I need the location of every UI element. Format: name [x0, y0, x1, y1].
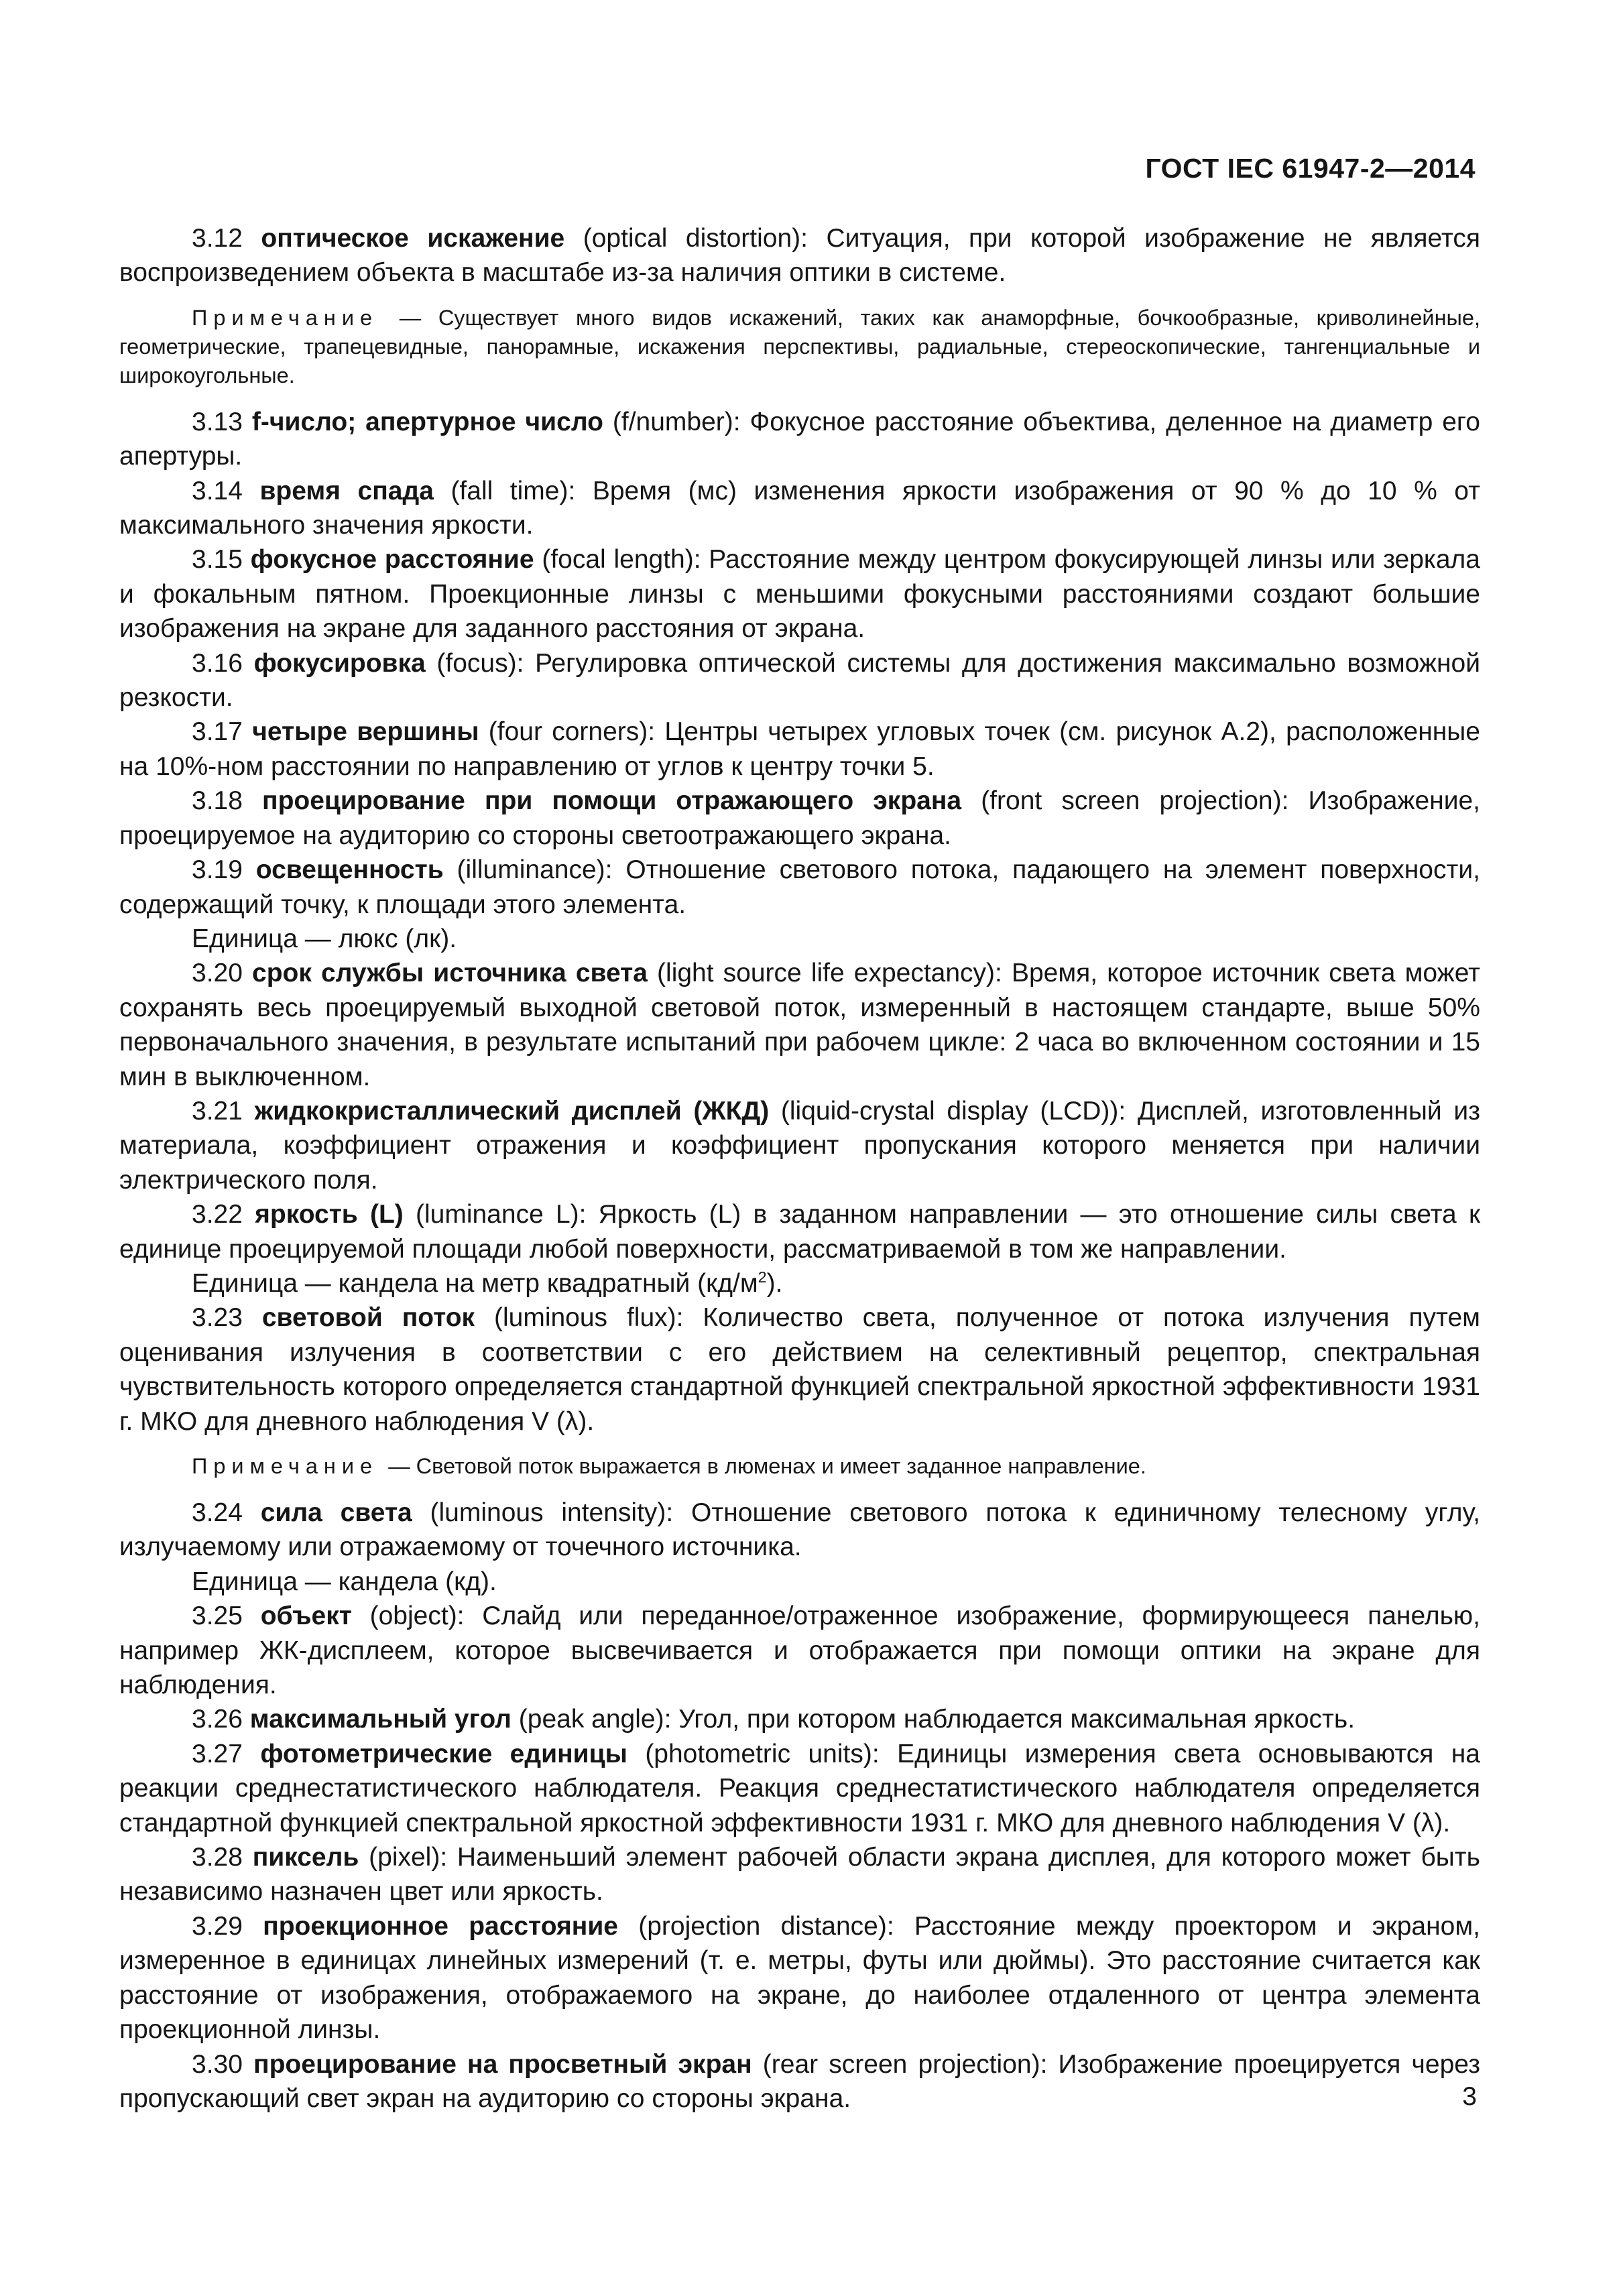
- term: срок службы источника света: [252, 959, 648, 988]
- definition-text: (optical distortion): Ситуация, при которой изображение не является воспроизведением объекта в масштабе из-за наличия оптики в системе.: [119, 224, 1480, 288]
- term: f-число; апертурное число: [251, 407, 603, 436]
- term: фокусное расстояние: [250, 545, 534, 575]
- clause-number: 3.21: [192, 1096, 243, 1126]
- term: объект: [260, 1602, 352, 1631]
- unit-line: Единица — люкс (лк).: [192, 924, 457, 953]
- definition-text: (illuminance): Отношение светового потока, падающего на элемент поверхности, содержащий точку, к площади этого элемента.: [119, 855, 1480, 919]
- definition-text: (luminance L): Яркость (L) в заданном направлении — это отношение силы света к единице проецируемой площади любой поверхности, рассматриваемой в том же направлении.: [119, 1200, 1481, 1264]
- term: пиксель: [252, 1843, 359, 1872]
- definition-paragraph: [119, 542, 1480, 646]
- clause-number: 3.24: [192, 1498, 243, 1527]
- definition-text: (light source life expectancy): Время, которое источник света может сохранять весь проецируемый выходной световой поток, измеренный в настоящем стандарте, выше 50% первоначального значения, в результате испытаний при рабочем цикле: 2 часа во включенном состоянии и 15 мин в выключенном.: [119, 959, 1481, 1091]
- document-body: [119, 221, 1480, 2116]
- definition-text: (luminous intensity): Отношение светового потока к единичному телесному углу, излучаемому или отражаемому от точечного источника.: [119, 1498, 1480, 1562]
- clause-number: 3.25: [192, 1602, 243, 1631]
- definition-text: (four corners): Центры четырех угловых точек (см. рисунок А.2), расположенные на 10%-ном расстоянии по направлению от углов к центру точки 5.: [119, 717, 1480, 781]
- definition-text: (liquid-crystal display (LCD)): Дисплей, изготовленный из материала, коэффициент отражения и коэффициент пропускания которого меняется при наличии электрического поля.: [119, 1096, 1480, 1195]
- definition-text: (fall time): Время (мс) изменения яркости изображения от 90 % до 10 % от максимального значения яркости.: [119, 476, 1480, 540]
- clause-number: 3.23: [192, 1303, 243, 1333]
- clause-number: 3.28: [192, 1843, 243, 1872]
- definition-text: (peak angle): Угол, при котором наблюдается максимальная яркость.: [511, 1705, 1356, 1734]
- clause-number: 3.22: [192, 1200, 243, 1229]
- definition-paragraph: [119, 1599, 1480, 1702]
- term: фотометрические единицы: [260, 1739, 627, 1768]
- definition-paragraph: [119, 1702, 1480, 1736]
- note-paragraph: [119, 1452, 1480, 1481]
- unit-line: Единица — кандела (кд).: [192, 1567, 497, 1596]
- note-text: — Существует много видов искажений, таких как анаморфные, бочкообразные, криволинейные, геометрические, трапецевидные, панорамные, искажения перспективы, радиальные, стереоскопические, тангенциальные и широкоугольные.: [119, 305, 1480, 387]
- definition-text: (f/number): Фокусное расстояние объектива, деленное на диаметр его апертуры.: [119, 407, 1480, 471]
- unit-text: Единица — кандела на метр квадратный (кд/м: [192, 1268, 758, 1298]
- definition-paragraph: [119, 1197, 1480, 1266]
- term: оптическое искажение: [261, 224, 565, 253]
- note-paragraph: [119, 304, 1480, 390]
- clause-number: 3.15: [192, 545, 243, 575]
- unit-superscript: 2: [758, 1268, 767, 1286]
- term: освещенность: [255, 855, 444, 885]
- definition-paragraph: [119, 221, 1480, 290]
- definition-paragraph: [119, 1301, 1480, 1439]
- unit-tail: ).: [766, 1268, 783, 1298]
- definition-paragraph: [119, 784, 1480, 853]
- definition-paragraph: [119, 405, 1480, 474]
- definition-text: (front screen projection): Изображение, проецируемое на аудиторию со стороны светоотражающего экрана.: [119, 786, 1481, 850]
- definition-text: (luminous flux): Количество света, полученное от потока излучения путем оценивания излучения в соответствии с его действием на селективный рецептор, спектральная чувствительность которого определяется стандартной функцией спектральной яркостной эффективности 1931 г. МКО для дневного наблюдения V (λ).: [119, 1303, 1480, 1436]
- note-label: Примечание: [192, 305, 379, 330]
- standard-header: ГОСТ IEC 61947-2—2014: [1145, 153, 1476, 184]
- definition-paragraph: [119, 1909, 1480, 2047]
- term: четыре вершины: [252, 717, 479, 747]
- unit-line: [119, 1266, 1480, 1301]
- definition-text: (object): Слайд или переданное/отраженное изображение, формирующееся панелью, например ЖК-дисплеем, которое высвечивается и отображается при помощи оптики на экране для наблюдения.: [119, 1602, 1480, 1700]
- clause-number: 3.20: [192, 959, 243, 988]
- clause-number: 3.13: [192, 407, 243, 436]
- clause-number: 3.12: [192, 224, 243, 253]
- term: время спада: [259, 476, 434, 505]
- definition-paragraph: [119, 646, 1480, 715]
- term: яркость (L): [255, 1200, 404, 1229]
- definition-paragraph: [119, 956, 1480, 1094]
- clause-number: 3.30: [192, 2049, 243, 2079]
- clause-number: 3.14: [192, 476, 243, 505]
- clause-number: 3.26: [192, 1705, 243, 1734]
- term: световой поток: [261, 1303, 475, 1333]
- page-number: 3: [1462, 2082, 1477, 2111]
- term: сила света: [260, 1498, 412, 1527]
- term: жидкокристаллический дисплей (ЖКД): [254, 1096, 770, 1126]
- definition-paragraph: [119, 1840, 1480, 1909]
- clause-number: 3.17: [192, 717, 243, 747]
- definition-paragraph: [119, 715, 1480, 784]
- clause-number: 3.18: [192, 786, 243, 816]
- term: проецирование при помощи отражающего экрана: [262, 786, 962, 816]
- definition-text: (pixel): Наименьший элемент рабочей области экрана дисплея, для которого может быть независимо назначен цвет или яркость.: [119, 1843, 1480, 1907]
- definition-text: (photometric units): Единицы измерения света основываются на реакции среднестатистического наблюдателя. Реакция среднестатистического наблюдателя определяется стандартной функцией спектральной яркостной эффективности 1931 г. МКО для дневного наблюдения V (λ).: [119, 1739, 1480, 1837]
- note-label: Примечание: [192, 1454, 379, 1478]
- term: проекционное расстояние: [263, 1911, 618, 1941]
- definition-paragraph: [119, 1094, 1480, 1197]
- definition-text: (projection distance): Расстояние между проектором и экраном, измеренное в единицах линейных измерений (т. е. метры, футы или дюймы). Это расстояние считается как расстояние от изображения, отображаемого на экране, до наиболее отдаленного от центра элемента проекционной линзы.: [119, 1911, 1480, 2045]
- definition-paragraph: [119, 2047, 1480, 2116]
- clause-number: 3.29: [192, 1911, 243, 1941]
- clause-number: 3.16: [192, 648, 243, 678]
- definition-paragraph: [119, 1496, 1480, 1565]
- clause-number: 3.19: [192, 855, 243, 885]
- definition-text: (focus): Регулировка оптической системы для достижения максимально возможной резкости.: [119, 648, 1480, 713]
- note-text: — Световой поток выражается в люменах и имеет заданное направление.: [382, 1454, 1146, 1478]
- term: проецирование на просветный экран: [253, 2049, 752, 2079]
- term: максимальный угол: [249, 1705, 512, 1734]
- definition-paragraph: [119, 853, 1480, 922]
- definition-text: (focal length): Расстояние между центром фокусирующей линзы или зеркала и фокальным пятном. Проекционные линзы с меньшими фокусными расстояниями создают большие изображения на экране для заданного расстояния от экрана.: [119, 545, 1480, 644]
- definition-paragraph: [119, 474, 1480, 543]
- term: фокусировка: [253, 648, 426, 678]
- definition-text: (rear screen projection): Изображение проецируется через пропускающий свет экран на аудиторию со стороны экрана.: [119, 2049, 1480, 2113]
- definition-paragraph: [119, 1737, 1480, 1840]
- clause-number: 3.27: [192, 1739, 243, 1768]
